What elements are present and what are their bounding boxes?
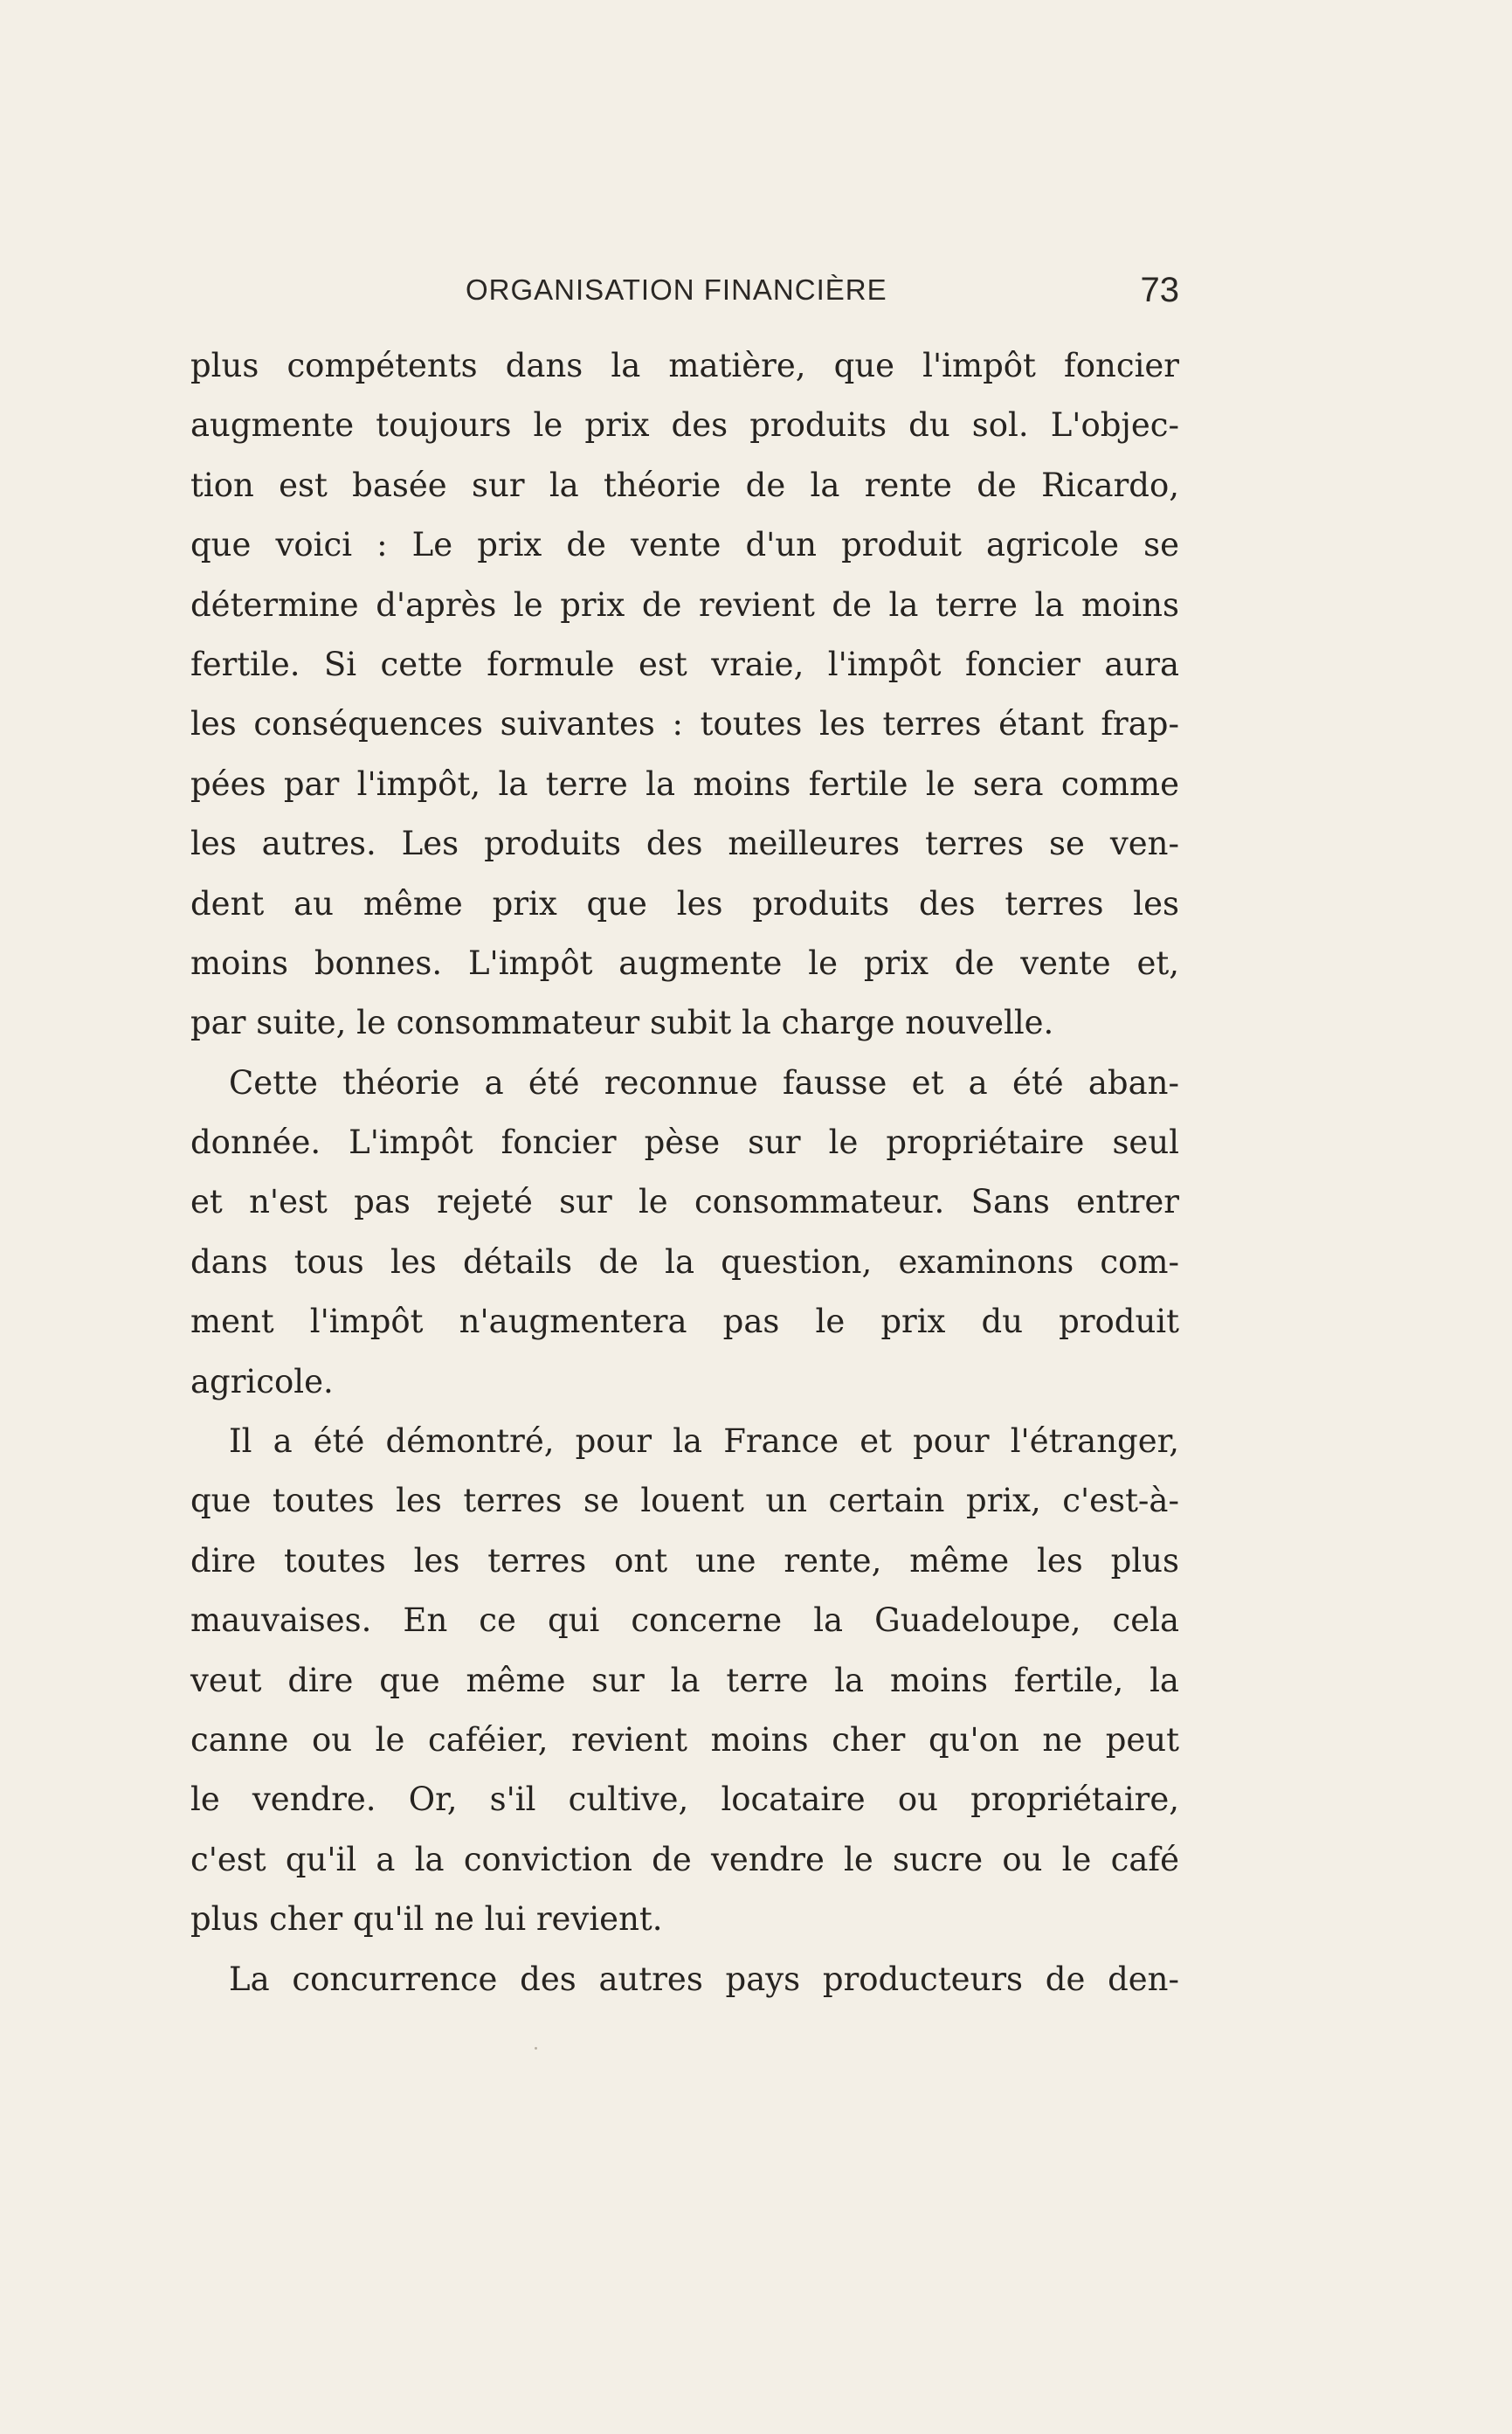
body-text	[190, 336, 1179, 2009]
text-line: le vendre. Or, s'il cultive, locataire ou propriétaire,	[190, 1781, 1179, 1819]
text-line: tion est basée sur la théorie de la rente de Ricardo,	[190, 466, 1179, 504]
text-line: veut dire que même sur la terre la moins fertile, la	[190, 1661, 1179, 1699]
text-line: dent au même prix que les produits des terres les	[190, 884, 1179, 923]
text-line: augmente toujours le prix des produits du sol. L'objec-	[190, 406, 1179, 445]
text-line: détermine d'après le prix de revient de la terre la moins	[190, 585, 1179, 624]
text-line: c'est qu'il a la conviction de vendre le sucre ou le café	[190, 1840, 1179, 1878]
text-line: Il a été démontré, pour la France et pour l'étranger,	[229, 1422, 1179, 1461]
text-line: les autres. Les produits des meilleures terres se ven-	[190, 825, 1179, 863]
text-line: et n'est pas rejeté sur le consommateur. Sans entrer	[190, 1183, 1179, 1221]
text-line: donnée. L'impôt foncier pèse sur le propriétaire seul	[190, 1124, 1179, 1162]
text-line: agricole.	[190, 1362, 334, 1400]
text-line: pées par l'impôt, la terre la moins fertile le sera comme	[190, 764, 1179, 803]
text-line: que toutes les terres se louent un certain prix, c'est-à-	[190, 1482, 1179, 1520]
text-line: mauvaises. En ce qui concerne la Guadeloupe, cela	[190, 1601, 1179, 1640]
text-line: par suite, le consommateur subit la charge nouvelle.	[190, 1004, 1054, 1042]
text-line: canne ou le caféier, revient moins cher qu'on ne peut	[190, 1720, 1179, 1759]
paper-speck	[535, 2047, 537, 2050]
running-header	[190, 264, 1179, 316]
page-number: 73	[1140, 271, 1179, 309]
text-line: dire toutes les terres ont une rente, même les plus	[190, 1541, 1179, 1580]
text-line: dans tous les détails de la question, examinons com-	[190, 1242, 1179, 1281]
text-line: que voici : Le prix de vente d'un produit agricole se	[190, 526, 1179, 564]
text-line: ment l'impôt n'augmentera pas le prix du produit	[190, 1303, 1179, 1341]
text-line: moins bonnes. L'impôt augmente le prix de vente et,	[190, 944, 1179, 982]
text-line: les conséquences suivantes : toutes les terres étant frap-	[190, 705, 1179, 743]
text-line: La concurrence des autres pays producteurs de den-	[229, 1960, 1179, 1998]
running-title: ORGANISATION FINANCIÈRE	[466, 273, 887, 306]
text-line: Cette théorie a été reconnue fausse et a été aban-	[229, 1063, 1179, 1102]
text-line: fertile. Si cette formule est vraie, l'impôt foncier aura	[190, 645, 1179, 683]
text-line: plus compétents dans la matière, que l'impôt foncier	[190, 347, 1179, 384]
text-line: plus cher qu'il ne lui revient.	[190, 1900, 663, 1939]
